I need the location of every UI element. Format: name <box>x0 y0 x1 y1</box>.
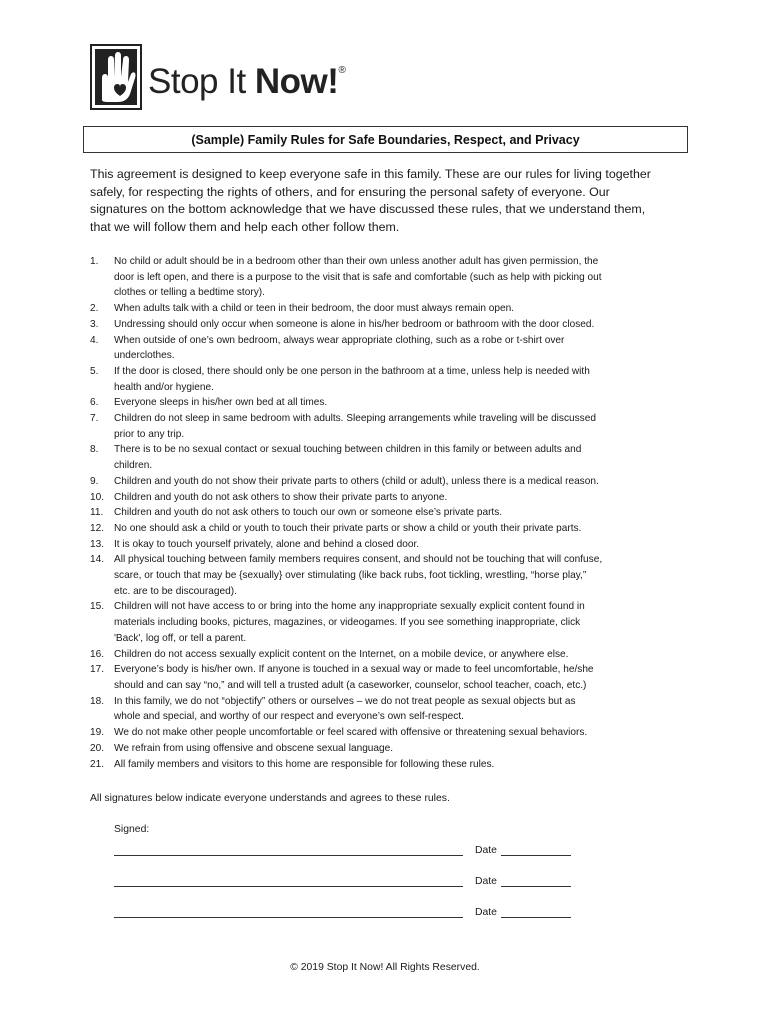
rule-number: 1. <box>90 256 99 267</box>
rule-number: 2. <box>90 303 99 315</box>
signature-blank[interactable] <box>114 845 463 856</box>
rule-item <box>90 741 682 757</box>
rule-text <box>114 552 682 599</box>
signature-blank[interactable] <box>114 907 463 918</box>
rule-text-line: clothes or telling a bedtime story). <box>114 287 265 299</box>
rule-text-line: No one should ask a child or youth to touch their private parts or show a child or youth their private parts. <box>114 522 582 534</box>
copyright-footer: © 2019 Stop It Now! All Rights Reserved. <box>290 962 480 973</box>
rule-text <box>114 599 682 646</box>
rule-number: 5. <box>90 365 99 377</box>
rule-text-line: scare, or touch that may be {sexually} over stimulating (like back rubs, foot tickling, wrestling, “horse play,” <box>114 570 587 582</box>
date-label: Date <box>475 907 497 918</box>
rule-item <box>90 552 682 599</box>
date-blank[interactable] <box>501 845 571 856</box>
rule-text-line: In this family, we do not “objectify” others or ourselves – we do not treat people as sexual objects but as <box>114 695 576 707</box>
rule-text-line: should and can say “no,” and will tell a trusted adult (a caseworker, counselor, school teacher, coach, etc.) <box>114 679 587 691</box>
rule-number: 11. <box>90 507 104 519</box>
registered-mark: ® <box>338 64 346 76</box>
rule-text <box>114 505 682 521</box>
rule-text-line: Children and youth do not show their private parts to others (child or adult), unless there is a medical reason. <box>114 475 599 487</box>
rule-text-line: Children and youth do not ask others to touch our own or someone else’s private parts. <box>114 507 503 519</box>
rule-text-line: Everyone’s body is his/her own. If anyone is touched in a sexual way or made to feel uncomfortable, he/she <box>114 664 594 676</box>
rule-item <box>90 647 682 663</box>
rule-item <box>90 662 682 693</box>
rule-number: 10. <box>90 491 105 503</box>
rule-text-line: All family members and visitors to this home are responsible for following these rules. <box>114 758 495 770</box>
rule-text <box>114 333 682 364</box>
rule-text-line: health and/or hygiene. <box>114 381 214 393</box>
rule-number: 20. <box>90 742 105 754</box>
intro-paragraph <box>90 166 680 236</box>
rule-text-line: underclothes. <box>114 350 175 362</box>
rule-text-line: door is left open, and there is a purpose to the visit that is safe and comfortable (such as help with picking out <box>114 271 602 283</box>
rule-text-line: Undressing should only occur when someone is alone in his/her bedroom or bathroom with the door closed. <box>114 318 595 330</box>
logo-text-bold: Now! <box>254 61 339 101</box>
intro-line: that we will follow them and help each other follow them. <box>90 219 400 234</box>
document-title-text: (Sample) Family Rules for Safe Boundaries, Respect, and Privacy <box>191 132 580 147</box>
rule-text <box>114 254 682 301</box>
rule-text <box>114 725 682 741</box>
rule-text-line: materials including books, pictures, magazines, or videogames. If you see something inappropriate, click <box>114 617 581 629</box>
hand-heart-icon <box>90 44 142 110</box>
rule-text <box>114 662 682 693</box>
rule-item <box>90 474 682 490</box>
rule-item <box>90 757 682 773</box>
rule-text-line: When adults talk with a child or teen in their bedroom, the door must always remain open. <box>114 303 515 315</box>
rule-text <box>114 411 682 442</box>
rule-text <box>114 317 682 333</box>
signed-label: Signed: <box>114 824 150 835</box>
logo-wordmark <box>148 61 346 101</box>
rule-item <box>90 333 682 364</box>
signature-blank[interactable] <box>114 876 463 887</box>
rule-text-line: No child or adult should be in a bedroom other than their own unless another adult has given permission, the <box>114 256 599 267</box>
rule-text <box>114 490 682 506</box>
rule-text <box>114 521 682 537</box>
rule-number: 13. <box>90 538 105 550</box>
rule-text-line: If the door is closed, there should only be one person in the bathroom at a time, unless help is needed with <box>114 365 590 377</box>
rule-number: 6. <box>90 397 99 409</box>
agreement-statement: All signatures below indicate everyone understands and agrees to these rules. <box>90 793 450 804</box>
rule-item <box>90 254 682 301</box>
rule-number: 7. <box>90 413 99 425</box>
rule-item <box>90 521 682 537</box>
rule-item <box>90 411 682 442</box>
rule-text-line: All physical touching between family members requires consent, and should not be touching that will confuse, <box>114 554 603 566</box>
rule-text-line: It is okay to touch yourself privately, alone and behind a closed door. <box>114 538 420 550</box>
rule-number: 8. <box>90 444 99 456</box>
rule-text-line: 'Back', log off, or tell a parent. <box>114 632 247 644</box>
intro-line: signatures on the bottom acknowledge that we have discussed these rules, that we understand them, <box>90 202 646 217</box>
rule-number: 15. <box>90 601 105 613</box>
rule-text <box>114 474 682 490</box>
rule-text-line: We refrain from using offensive and obscene sexual language. <box>114 742 394 754</box>
rule-text-line: etc. are to be discouraged). <box>114 585 237 597</box>
rule-item <box>90 395 682 411</box>
intro-line: This agreement is designed to keep everyone safe in this family. These are our rules for living together <box>90 167 651 181</box>
rule-item <box>90 599 682 646</box>
rule-number: 12. <box>90 522 105 534</box>
rule-text-line: Children will not have access to or bring into the home any inappropriate sexually explicit content found in <box>114 601 585 613</box>
rule-text-line: whole and special, and worthy of our respect and everyone’s own self-respect. <box>114 711 464 723</box>
rule-text <box>114 364 682 395</box>
rule-number: 14. <box>90 554 105 566</box>
date-label: Date <box>475 876 497 887</box>
rule-number: 21. <box>90 758 105 770</box>
rule-text <box>114 442 682 473</box>
rule-item <box>90 694 682 725</box>
rule-number: 18. <box>90 695 105 707</box>
date-blank[interactable] <box>501 907 571 918</box>
rule-text-line: Children do not sleep in same bedroom with adults. Sleeping arrangements while traveling will be discussed <box>114 413 596 425</box>
rule-text-line: We do not make other people uncomfortable or feel scared with offensive or threatening sexual behaviors. <box>114 727 588 739</box>
document-title <box>83 126 688 153</box>
rule-text <box>114 647 682 663</box>
rule-text-line: prior to any trip. <box>114 428 185 440</box>
rule-text <box>114 537 682 553</box>
rule-text <box>114 301 682 317</box>
rule-item <box>90 537 682 553</box>
signature-row <box>114 904 574 918</box>
rule-text <box>114 757 682 773</box>
rule-text-line: When outside of one’s own bedroom, always wear appropriate clothing, such as a robe or t-shirt over <box>114 334 565 346</box>
date-label: Date <box>475 845 497 856</box>
rule-item <box>90 442 682 473</box>
rule-text-line: children. <box>114 460 153 472</box>
intro-line: safely, for respecting the rights of others, and for ensuring the personal safety of everyone. Our <box>90 184 610 199</box>
rule-item <box>90 317 682 333</box>
rule-text-line: Children and youth do not ask others to show their private parts to anyone. <box>114 491 448 503</box>
rule-item <box>90 725 682 741</box>
date-blank[interactable] <box>501 876 571 887</box>
rule-text-line: Everyone sleeps in his/her own bed at all times. <box>114 397 328 409</box>
rule-number: 19. <box>90 727 105 739</box>
rule-number: 3. <box>90 318 99 330</box>
rule-text-line: There is to be no sexual contact or sexual touching between children in this family or between adults and <box>114 444 582 456</box>
rule-text <box>114 395 682 411</box>
rule-item <box>90 490 682 506</box>
rule-number: 16. <box>90 648 105 660</box>
rules-list <box>90 254 682 772</box>
rule-number: 4. <box>90 334 99 346</box>
rule-number: 9. <box>90 475 99 487</box>
rule-number: 17. <box>90 664 105 676</box>
logo-text-light: Stop It <box>148 61 255 101</box>
rule-item <box>90 301 682 317</box>
rule-text <box>114 694 682 725</box>
rule-item <box>90 364 682 395</box>
rule-text-line: Children do not access sexually explicit content on the Internet, on a mobile device, or anywhere else. <box>114 648 569 660</box>
stop-it-now-logo <box>90 44 345 110</box>
signature-row <box>114 873 574 887</box>
rule-text <box>114 741 682 757</box>
signature-row <box>114 842 574 856</box>
rule-item <box>90 505 682 521</box>
